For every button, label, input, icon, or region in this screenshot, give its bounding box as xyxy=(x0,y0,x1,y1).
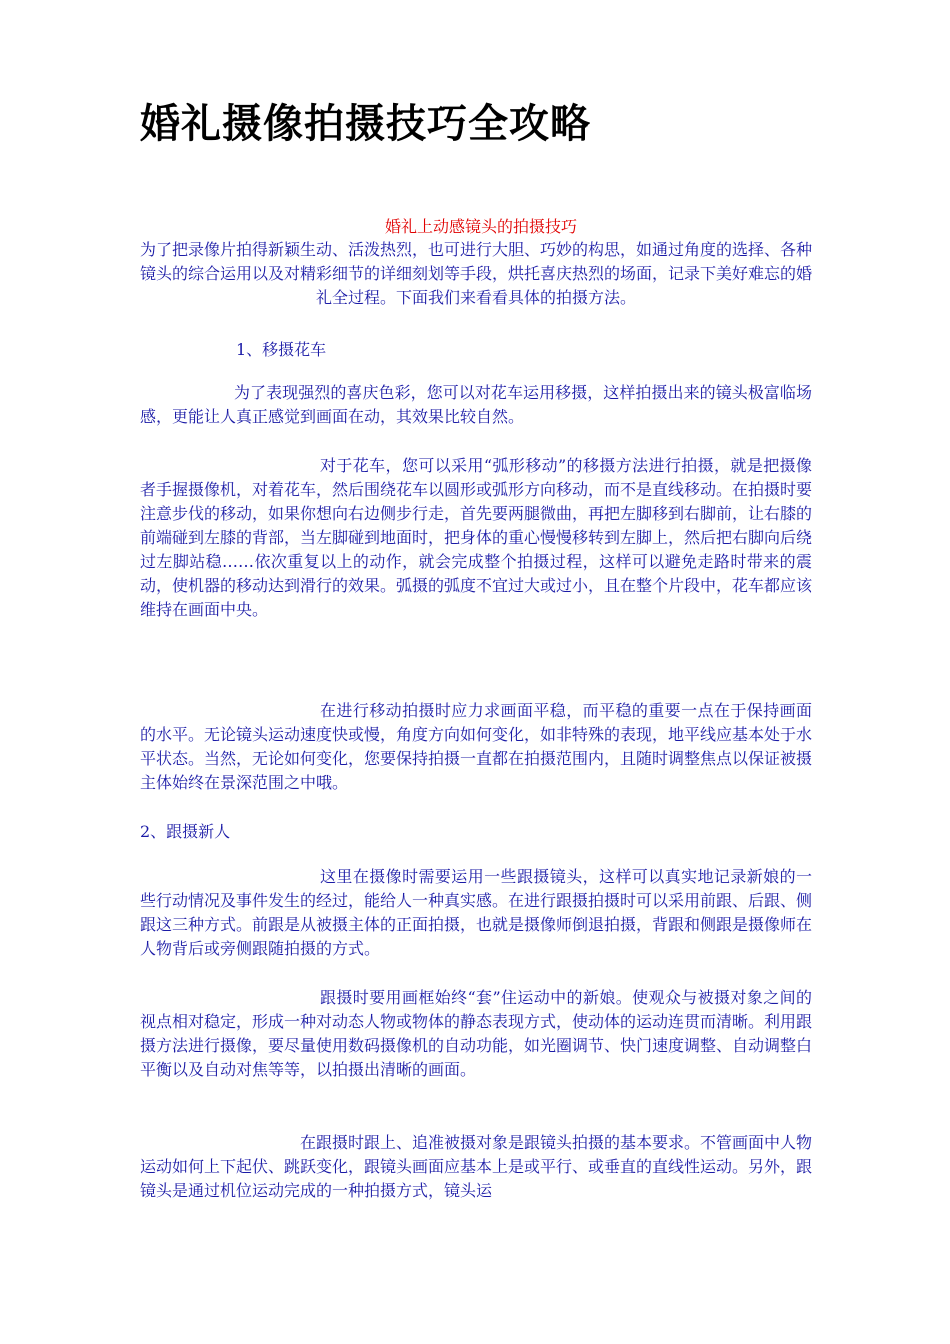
intro-paragraph: 为了把录像片拍得新颖生动、活泼热烈，也可进行大胆、巧妙的构思，如通过角度的选择、各种镜头的综合运用以及对精彩细节的详细刻划等手段，烘托喜庆热烈的场面，记录下美好难忘的婚礼全过程。下面我们来看看具体的拍摄方法。 xyxy=(140,240,813,307)
s2-paragraph-2: 跟摄时要用画框始终“套”住运动中的新娘。使观众与被摄对象之间的视点相对稳定，形成一种对动态人物或物体的静态表现方式，使动体的运动连贯而清晰。利用跟摄方法进行摄像，要尽量使用数码摄像机的自动功能，如光圈调节、快门速度调整、自动调整白平衡以及自动对焦等等，以拍摄出清晰的画面。 xyxy=(140,988,813,1079)
s1-paragraph-2: 对于花车，您可以采用“弧形移动”的移摄方法进行拍摄，就是把摄像者手握摄像机，对着花车，然后围绕花车以圆形或弧形方向移动，而不是直线移动。在拍摄时要注意步伐的移动，如果你想向右边侧步行走，首先要两腿微曲，再把左脚移到右脚前，让右膝的前端碰到左膝的背部，当左脚碰到地面时，把身体的重心慢慢移转到左脚上，然后把右脚向后绕过左脚站稳……依次重复以上的动作，就会完成整个拍摄过程，这样可以避免走路时带来的震动，使机器的移动达到滑行的效果。弧摄的弧度不宜过大或过小，且在整个片段中，花车都应该维持在画面中央。 xyxy=(140,456,813,619)
section1-heading: 1、移摄花车 xyxy=(236,340,327,359)
page-title: 婚礼摄像拍摄技巧全攻略 xyxy=(140,101,591,147)
s2-paragraph-1: 这里在摄像时需要运用一些跟摄镜头，这样可以真实地记录新娘的一些行动情况及事件发生的经过，能给人一种真实感。在进行跟摄拍摄时可以采用前跟、后跟、侧跟这三种方式。前跟是从被摄主体的正面拍摄，也就是摄像师倒退拍摄，背跟和侧跟是摄像师在人物背后或旁侧跟随拍摄的方式。 xyxy=(140,867,813,958)
section2-heading: 2、跟摄新人 xyxy=(140,822,231,841)
s2-paragraph-3: 在跟摄时跟上、追准被摄对象是跟镜头拍摄的基本要求。不管画面中人物运动如何上下起伏、跳跃变化，跟镜头画面应基本上是或平行、或垂直的直线性运动。另外，跟镜头是通过机位运动完成的一种拍摄方式，镜头运 xyxy=(140,1133,813,1200)
s1-paragraph-1: 为了表现强烈的喜庆色彩，您可以对花车运用移摄，这样拍摄出来的镜头极富临场感，更能让人真正感觉到画面在动，其效果比较自然。 xyxy=(140,383,812,426)
section-subtitle: 婚礼上动感镜头的拍摄技巧 xyxy=(384,217,577,236)
s1-paragraph-3: 在进行移动拍摄时应力求画面平稳，而平稳的重要一点在于保持画面的水平。无论镜头运动速度快或慢，角度方向如何变化，如非特殊的表现，地平线应基本处于水平状态。当然，无论如何变化，您要保持拍摄一直都在拍摄范围内，且随时调整焦点以保证被摄主体始终在景深范围之中哦。 xyxy=(140,701,813,792)
